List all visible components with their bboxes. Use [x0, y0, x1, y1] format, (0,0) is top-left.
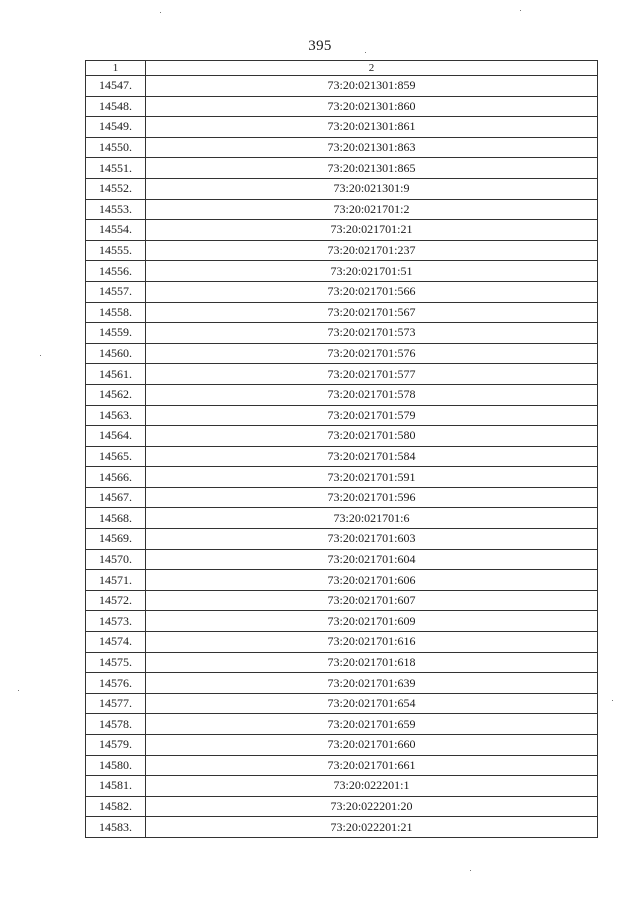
cadastral-number-cell: 73:20:021701:567	[146, 302, 598, 323]
table-row	[86, 755, 598, 776]
row-number-cell: 14572.	[86, 590, 146, 611]
row-number-cell: 14562.	[86, 384, 146, 405]
row-number-cell: 14557.	[86, 281, 146, 302]
cadastral-number-cell: 73:20:021701:584	[146, 446, 598, 467]
table-row	[86, 817, 598, 838]
scan-speck	[160, 12, 161, 13]
cadastral-number-cell: 73:20:021701:596	[146, 487, 598, 508]
table-row	[86, 693, 598, 714]
row-number-cell: 14559.	[86, 323, 146, 344]
cadastral-number-cell: 73:20:021301:865	[146, 158, 598, 179]
cadastral-number-cell: 73:20:021301:860	[146, 96, 598, 117]
table-row	[86, 364, 598, 385]
table-row	[86, 220, 598, 241]
cadastral-table	[85, 60, 598, 838]
row-number-cell: 14579.	[86, 735, 146, 756]
cadastral-number-cell: 73:20:021701:639	[146, 673, 598, 694]
table-header	[86, 61, 598, 76]
row-number-cell: 14573.	[86, 611, 146, 632]
scan-speck	[365, 52, 366, 53]
row-number-cell: 14551.	[86, 158, 146, 179]
table-row	[86, 467, 598, 488]
cadastral-number-cell: 73:20:021701:6	[146, 508, 598, 529]
row-number-cell: 14553.	[86, 199, 146, 220]
row-number-cell: 14574.	[86, 632, 146, 653]
table-body	[86, 76, 598, 838]
cadastral-number-cell: 73:20:021701:661	[146, 755, 598, 776]
row-number-cell: 14552.	[86, 178, 146, 199]
cadastral-number-cell: 73:20:021701:2	[146, 199, 598, 220]
cadastral-number-cell: 73:20:021301:861	[146, 117, 598, 138]
table-row	[86, 261, 598, 282]
row-number-cell: 14575.	[86, 652, 146, 673]
cadastral-number-cell: 73:20:021701:578	[146, 384, 598, 405]
table-row	[86, 178, 598, 199]
row-number-cell: 14583.	[86, 817, 146, 838]
table-row	[86, 714, 598, 735]
table-row	[86, 76, 598, 97]
table-row	[86, 487, 598, 508]
row-number-cell: 14563.	[86, 405, 146, 426]
row-number-cell: 14577.	[86, 693, 146, 714]
table-row	[86, 549, 598, 570]
row-number-cell: 14567.	[86, 487, 146, 508]
cadastral-number-cell: 73:20:022201:21	[146, 817, 598, 838]
scan-speck	[18, 690, 19, 691]
cadastral-number-cell: 73:20:021701:576	[146, 343, 598, 364]
row-number-cell: 14548.	[86, 96, 146, 117]
cadastral-number-cell: 73:20:021701:607	[146, 590, 598, 611]
row-number-cell: 14569.	[86, 529, 146, 550]
row-number-cell: 14571.	[86, 570, 146, 591]
row-number-cell: 14582.	[86, 796, 146, 817]
table-row	[86, 529, 598, 550]
table-row	[86, 343, 598, 364]
row-number-cell: 14566.	[86, 467, 146, 488]
cadastral-number-cell: 73:20:021701:580	[146, 426, 598, 447]
table-row	[86, 240, 598, 261]
row-number-cell: 14555.	[86, 240, 146, 261]
scan-speck	[612, 700, 613, 701]
cadastral-number-cell: 73:20:021701:237	[146, 240, 598, 261]
row-number-cell: 14578.	[86, 714, 146, 735]
cadastral-number-cell: 73:20:021701:573	[146, 323, 598, 344]
cadastral-number-cell: 73:20:021301:859	[146, 76, 598, 97]
cadastral-number-cell: 73:20:021701:660	[146, 735, 598, 756]
cadastral-number-cell: 73:20:021701:603	[146, 529, 598, 550]
cadastral-number-cell: 73:20:021701:51	[146, 261, 598, 282]
table-row	[86, 117, 598, 138]
table-row	[86, 384, 598, 405]
row-number-cell: 14547.	[86, 76, 146, 97]
row-number-cell: 14568.	[86, 508, 146, 529]
row-number-cell: 14560.	[86, 343, 146, 364]
table-row	[86, 405, 598, 426]
table-row	[86, 776, 598, 797]
cadastral-number-cell: 73:20:021701:659	[146, 714, 598, 735]
row-number-cell: 14564.	[86, 426, 146, 447]
column-header-cadastral-code: 2	[146, 61, 598, 76]
table-row	[86, 590, 598, 611]
table-row	[86, 508, 598, 529]
cadastral-number-cell: 73:20:021301:863	[146, 137, 598, 158]
cadastral-number-cell: 73:20:021701:606	[146, 570, 598, 591]
page-number: 395	[308, 38, 332, 54]
cadastral-number-cell: 73:20:022201:1	[146, 776, 598, 797]
column-header-number: 1	[86, 61, 146, 76]
row-number-cell: 14570.	[86, 549, 146, 570]
table-row	[86, 302, 598, 323]
row-number-cell: 14565.	[86, 446, 146, 467]
table-row	[86, 158, 598, 179]
row-number-cell: 14558.	[86, 302, 146, 323]
table-row	[86, 632, 598, 653]
cadastral-number-cell: 73:20:021701:604	[146, 549, 598, 570]
cadastral-number-cell: 73:20:021301:9	[146, 178, 598, 199]
table-row	[86, 96, 598, 117]
cadastral-number-cell: 73:20:021701:654	[146, 693, 598, 714]
table-row	[86, 611, 598, 632]
cadastral-number-cell: 73:20:021701:616	[146, 632, 598, 653]
table-row	[86, 281, 598, 302]
row-number-cell: 14549.	[86, 117, 146, 138]
cadastral-number-cell: 73:20:021701:577	[146, 364, 598, 385]
cadastral-number-cell: 73:20:021701:618	[146, 652, 598, 673]
cadastral-number-cell: 73:20:022201:20	[146, 796, 598, 817]
table-row	[86, 652, 598, 673]
row-number-cell: 14576.	[86, 673, 146, 694]
scan-speck	[470, 870, 471, 871]
table-row	[86, 446, 598, 467]
table-row	[86, 426, 598, 447]
row-number-cell: 14581.	[86, 776, 146, 797]
table-row	[86, 735, 598, 756]
row-number-cell: 14580.	[86, 755, 146, 776]
scan-speck	[40, 355, 41, 356]
row-number-cell: 14550.	[86, 137, 146, 158]
scan-speck	[520, 10, 521, 11]
table-row	[86, 796, 598, 817]
cadastral-number-cell: 73:20:021701:609	[146, 611, 598, 632]
cadastral-number-cell: 73:20:021701:566	[146, 281, 598, 302]
table-row	[86, 673, 598, 694]
table-row	[86, 323, 598, 344]
row-number-cell: 14561.	[86, 364, 146, 385]
table-row	[86, 137, 598, 158]
row-number-cell: 14554.	[86, 220, 146, 241]
table-row	[86, 570, 598, 591]
header-row	[86, 61, 598, 76]
cadastral-number-cell: 73:20:021701:21	[146, 220, 598, 241]
cadastral-number-cell: 73:20:021701:579	[146, 405, 598, 426]
row-number-cell: 14556.	[86, 261, 146, 282]
table-row	[86, 199, 598, 220]
cadastral-number-cell: 73:20:021701:591	[146, 467, 598, 488]
